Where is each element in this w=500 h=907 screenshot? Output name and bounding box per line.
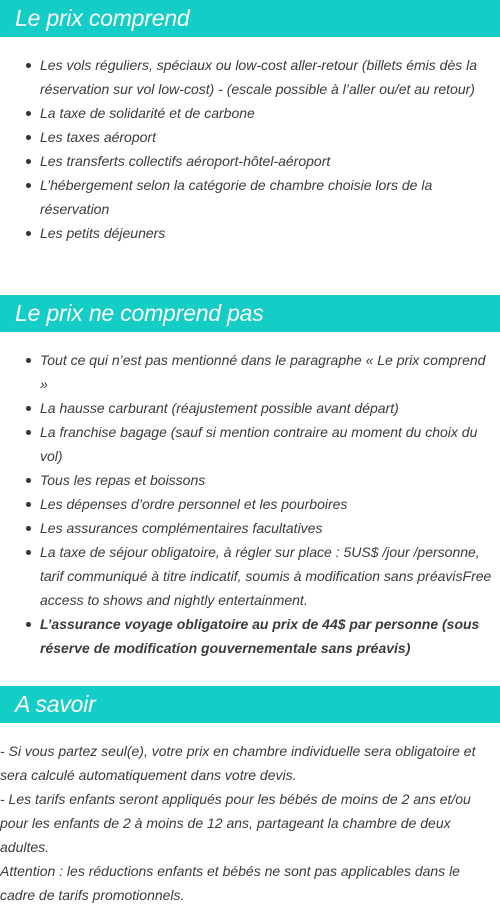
section-header (0, 0, 500, 37)
list-item-highlight: L’assurance voyage obligatoire au prix de 44$ par personne (sous réserve de modification gouvernementale sans préavis) (40, 612, 500, 660)
list-item: La hausse carburant (réajustement possible avant départ) (40, 396, 500, 420)
bullet-icon (26, 526, 31, 531)
bullet-icon (26, 63, 31, 68)
section-prix-ne-comprend-pas (0, 295, 500, 660)
section-title: Le prix comprend (15, 5, 190, 31)
section-prix-comprend (0, 0, 500, 245)
list-item: La franchise bagage (sauf si mention contraire au moment du choix du vol) (40, 420, 500, 468)
list-item: La taxe de séjour obligatoire, à régler sur place : 5US$ /jour /personne, tarif communiqué à titre indicatif, soumis à modification sans préavisFree access to shows and nightly entertainment. (40, 540, 500, 612)
bullet-icon (26, 430, 31, 435)
bullet-icon (26, 159, 31, 164)
list-item: La taxe de solidarité et de carbone (40, 101, 500, 125)
bullet-icon (26, 622, 31, 627)
list-item: L’hébergement selon la catégorie de chambre choisie lors de la réservation (40, 173, 500, 221)
info-paragraph: Attention : les réductions enfants et bébés ne sont pas applicables dans le cadre de tarifs promotionnels. (0, 863, 460, 903)
list-item: Les taxes aéroport (40, 125, 500, 149)
bullet-icon (26, 183, 31, 188)
list-item: Les assurances complémentaires facultatives (40, 516, 500, 540)
list-item: Les petits déjeuners (40, 221, 500, 245)
info-paragraph: - Les tarifs enfants seront appliqués pour les bébés de moins de 2 ans et/ou pour les enfants de 2 à moins de 12 ans, partageant la chambre de deux adultes. (0, 791, 471, 855)
list-item: Tout ce qui n’est pas mentionné dans le paragraphe « Le prix comprend » (40, 348, 500, 396)
bullet-icon (26, 231, 31, 236)
bullet-icon (26, 358, 31, 363)
list-item: Les dépenses d’ordre personnel et les pourboires (40, 492, 500, 516)
info-paragraph: - Si vous partez seul(e), votre prix en chambre individuelle sera obligatoire et sera calculé automatiquement dans votre devis. (0, 743, 476, 783)
section-title: A savoir (15, 691, 96, 717)
included-list (0, 53, 500, 245)
section-header (0, 295, 500, 332)
list-item: Tous les repas et boissons (40, 468, 500, 492)
excluded-list (0, 348, 500, 660)
bullet-icon (26, 111, 31, 116)
section-a-savoir (0, 686, 500, 907)
section-title: Le prix ne comprend pas (15, 300, 264, 326)
list-item: Les transferts collectifs aéroport-hôtel-aéroport (40, 149, 500, 173)
bullet-icon (26, 550, 31, 555)
bullet-icon (26, 478, 31, 483)
info-text (0, 739, 500, 907)
bullet-icon (26, 406, 31, 411)
bullet-icon (26, 135, 31, 140)
list-item: Les vols réguliers, spéciaux ou low-cost aller-retour (billets émis dès la réservation sur vol low-cost) - (escale possible à l’aller ou/et au retour) (40, 53, 500, 101)
section-header (0, 686, 500, 723)
bullet-icon (26, 502, 31, 507)
